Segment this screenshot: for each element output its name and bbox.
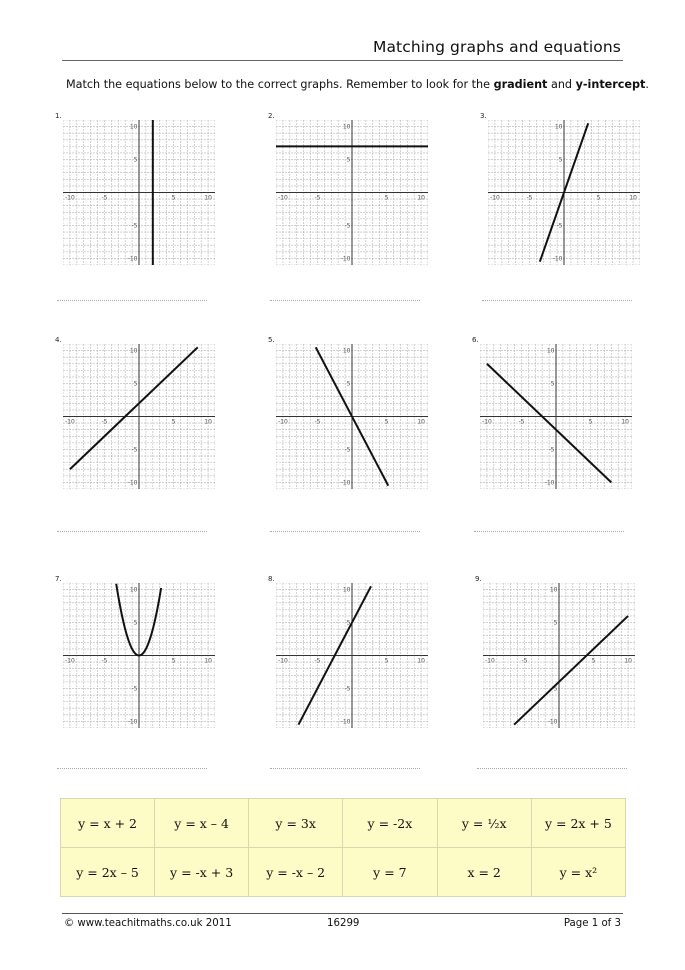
x-tick-label: -5	[101, 657, 108, 665]
graph-number: 3.	[480, 112, 487, 120]
header-divider	[62, 60, 623, 61]
answer-line[interactable]	[270, 768, 420, 769]
y-tick-label: -5	[556, 222, 563, 230]
equation-cell[interactable]: y = -x – 2	[249, 848, 343, 897]
x-tick-label: 5	[384, 657, 389, 665]
x-tick-label: 10	[629, 194, 637, 202]
equation-cell[interactable]: y = 2x – 5	[61, 848, 155, 897]
equation-cell[interactable]: y = x – 4	[155, 799, 249, 848]
answer-line[interactable]	[57, 300, 207, 301]
x-tick-label: 5	[171, 418, 176, 426]
graph-1	[55, 112, 255, 322]
y-tick-label: 10	[342, 123, 351, 131]
footer-page-number: Page 1 of 3	[563, 918, 621, 929]
x-tick-label: -5	[101, 418, 108, 426]
x-tick-label: 10	[417, 194, 425, 202]
coordinate-grid	[63, 344, 215, 489]
equation-cell[interactable]: y = 2x + 5	[531, 799, 625, 848]
instructions-text: .	[645, 78, 649, 91]
graph-number: 7.	[55, 575, 62, 583]
graph-5	[268, 336, 468, 546]
y-tick-label: -10	[127, 718, 138, 726]
y-tick-label: -10	[544, 479, 555, 487]
x-tick-label: -5	[521, 657, 528, 665]
x-tick-label: 10	[417, 418, 425, 426]
x-tick-label: -5	[101, 194, 108, 202]
answer-line[interactable]	[57, 531, 207, 532]
y-tick-label: -5	[131, 446, 138, 454]
coordinate-grid	[276, 344, 428, 489]
answer-line[interactable]	[482, 300, 632, 301]
y-tick-label: 10	[549, 586, 558, 594]
x-tick-label: 10	[204, 418, 212, 426]
instructions-gradient: gradient	[493, 78, 548, 91]
coordinate-grid	[488, 120, 640, 265]
coordinate-grid	[276, 583, 428, 728]
y-tick-label: 5	[346, 619, 351, 627]
answer-line[interactable]	[270, 531, 420, 532]
y-tick-label: -10	[340, 479, 351, 487]
equations-table	[60, 798, 626, 897]
graph-3	[480, 112, 680, 322]
x-tick-label: 10	[204, 194, 212, 202]
y-tick-label: 10	[342, 347, 351, 355]
graph-4	[55, 336, 255, 546]
x-tick-label: -10	[65, 418, 75, 426]
x-tick-label: 5	[591, 657, 596, 665]
x-tick-label: 5	[588, 418, 593, 426]
x-tick-label: 10	[204, 657, 212, 665]
coordinate-grid	[276, 120, 428, 265]
instructions-y-intercept: y-intercept	[575, 78, 646, 91]
x-tick-label: -10	[65, 194, 75, 202]
y-tick-label: 10	[129, 123, 138, 131]
instructions-text: and	[547, 78, 576, 91]
x-tick-label: -5	[518, 418, 525, 426]
equation-cell[interactable]: y = 7	[343, 848, 437, 897]
coordinate-grid	[63, 583, 215, 728]
graph-number: 1.	[55, 112, 62, 120]
y-tick-label: 5	[346, 156, 351, 164]
y-tick-label: 5	[346, 380, 351, 388]
y-tick-label: -10	[340, 255, 351, 263]
graph-8	[268, 575, 468, 785]
x-tick-label: 10	[621, 418, 629, 426]
equation-cell[interactable]: y = -2x	[343, 799, 437, 848]
x-tick-label: 5	[384, 194, 389, 202]
equation-cell[interactable]: y = x²	[531, 848, 625, 897]
coordinate-grid	[480, 344, 632, 489]
y-tick-label: -10	[552, 255, 563, 263]
x-tick-label: 10	[624, 657, 632, 665]
x-tick-label: -5	[314, 418, 321, 426]
y-tick-label: -5	[344, 685, 351, 693]
y-tick-label: -10	[340, 718, 351, 726]
footer-divider	[62, 913, 623, 914]
equation-cell[interactable]: y = 3x	[249, 799, 343, 848]
x-tick-label: -10	[490, 194, 500, 202]
x-tick-label: 5	[384, 418, 389, 426]
graph-7	[55, 575, 255, 785]
y-tick-label: -10	[547, 718, 558, 726]
y-tick-label: 5	[133, 380, 138, 388]
graph-number: 2.	[268, 112, 275, 120]
y-tick-label: -5	[548, 446, 555, 454]
y-tick-label: 5	[558, 156, 563, 164]
coordinate-grid	[63, 120, 215, 265]
x-tick-label: -10	[278, 194, 288, 202]
x-tick-label: -10	[278, 418, 288, 426]
y-tick-label: -10	[127, 479, 138, 487]
x-tick-label: -5	[526, 194, 533, 202]
footer-code: 16299	[327, 918, 360, 929]
x-tick-label: -5	[314, 194, 321, 202]
y-tick-label: -5	[344, 222, 351, 230]
footer-copyright: © www.teachitmaths.co.uk 2011	[64, 918, 232, 929]
answer-line[interactable]	[477, 768, 627, 769]
y-tick-label: 10	[342, 586, 351, 594]
y-tick-label: -5	[131, 685, 138, 693]
graph-number: 4.	[55, 336, 62, 344]
x-tick-label: -10	[485, 657, 495, 665]
equation-cell[interactable]: x = 2	[437, 848, 531, 897]
graph-9	[475, 575, 675, 785]
y-tick-label: 5	[550, 380, 555, 388]
y-tick-label: -10	[127, 255, 138, 263]
graph-number: 6.	[472, 336, 479, 344]
x-tick-label: 5	[171, 194, 176, 202]
equations-row	[61, 848, 626, 897]
y-tick-label: 10	[554, 123, 563, 131]
graph-number: 8.	[268, 575, 275, 583]
y-tick-label: 5	[553, 619, 558, 627]
equation-cell[interactable]: y = x + 2	[61, 799, 155, 848]
graph-number: 5.	[268, 336, 275, 344]
graph-number: 9.	[475, 575, 482, 583]
x-tick-label: 5	[596, 194, 601, 202]
graph-2	[268, 112, 468, 322]
x-tick-label: 10	[417, 657, 425, 665]
graph-6	[472, 336, 672, 546]
y-tick-label: 5	[133, 619, 138, 627]
equations-row	[61, 799, 626, 848]
y-tick-label: 10	[129, 347, 138, 355]
equation-cell[interactable]: y = -x + 3	[155, 848, 249, 897]
answer-line[interactable]	[57, 768, 207, 769]
answer-line[interactable]	[270, 300, 420, 301]
instructions	[66, 78, 649, 91]
y-tick-label: -5	[131, 222, 138, 230]
x-tick-label: -10	[278, 657, 288, 665]
instructions-text: Match the equations below to the correct graphs. Remember to look for the	[66, 78, 494, 91]
coordinate-grid	[483, 583, 635, 728]
x-tick-label: -5	[314, 657, 321, 665]
answer-line[interactable]	[474, 531, 624, 532]
y-tick-label: 10	[129, 586, 138, 594]
page-header-title: Matching graphs and equations	[372, 38, 621, 56]
y-tick-label: -5	[551, 685, 558, 693]
y-tick-label: 5	[133, 156, 138, 164]
y-tick-label: 10	[546, 347, 555, 355]
x-tick-label: -10	[65, 657, 75, 665]
equation-cell[interactable]: y = ½x	[437, 799, 531, 848]
x-tick-label: -10	[482, 418, 492, 426]
x-tick-label: 5	[171, 657, 176, 665]
y-tick-label: -5	[344, 446, 351, 454]
